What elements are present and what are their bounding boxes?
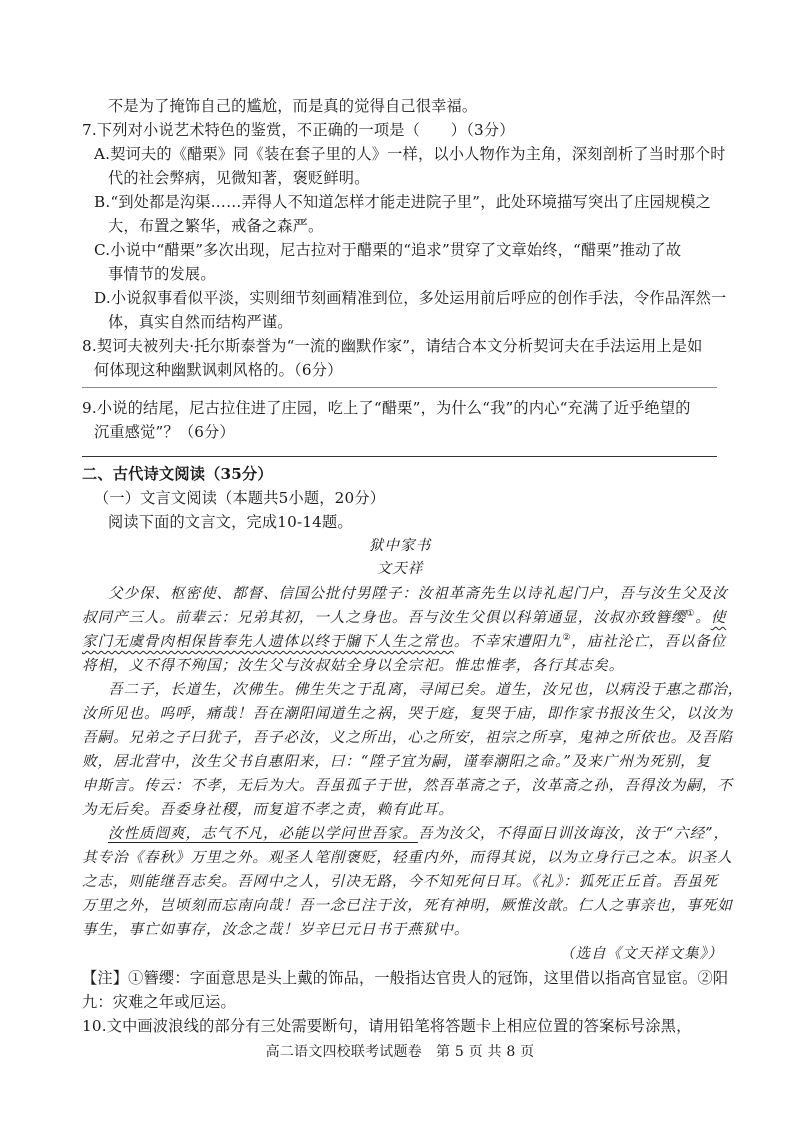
section-divider	[82, 456, 717, 457]
passage-p2-line2: 汝所见也。呜呼，痛哉！吾在潮阳闻道生之祸，哭于庭，复哭于庙，即作家书报汝生父，以汝为	[82, 705, 733, 722]
annotation-line2: 九：灾难之年或厄运。	[82, 993, 236, 1011]
underlined-sentence: 汝性质闿爽，志气不凡，必能以学问世吾家。	[108, 825, 418, 842]
passage-p3-line1-rest: 吾为汝父，不得面日训汝诲汝，汝于“六经”，	[417, 825, 729, 842]
annotation-line1: 【注】①簪缨：字面意思是头上戴的饰品，一般指达官贵人的冠饰，这里借以指高官显宦。②阳	[82, 969, 729, 987]
question-8-line1: 8.契诃夫被列夫·托尔斯泰誉为“一流的幽默作家”，请结合本文分析契诃夫在手法运用上是如	[82, 337, 703, 355]
passage-p2-line6: 为无后矣。吾委身社稷，而复逭不孝之责，赖有此耳。	[82, 801, 454, 818]
passage-p1-line3-rest: ，庙社沦亡，吾以备位	[571, 633, 727, 650]
passage-p1-line3	[82, 632, 726, 652]
story-line-end: 不是为了掩饰自己的尴尬，而是真的觉得自己很幸福。	[108, 97, 478, 115]
passage-p1-line3-text: 。不幸宋遭阳九	[453, 633, 563, 650]
q7-option-a-line2: 代的社会弊病，见微知著，褒贬鲜明。	[108, 169, 370, 187]
passage-p1-line2-text: 叔同产三人。前辈云：兄弟其初，一人之身也。吾与汝生父俱以科第通显，汝叔亦致簪缨	[82, 609, 687, 626]
wavy-underline-segment: 家门无虞骨肉相保皆奉先人遗体以终于牖下人生之常也	[82, 633, 454, 650]
reading-instruction: 阅读下面的文言文，完成10-14题。	[108, 513, 353, 531]
passage-p1-line1: 父少保、枢密使、都督、信国公批付男陞子：汝祖革斋先生以诗礼起门户，吾与汝生父及汝	[108, 585, 728, 602]
wavy-underline-start: 使	[710, 609, 727, 626]
question-10: 10.文中画波浪线的部分有三处需要断句，请用铅笔将答题卡上相应位置的答案标号涂黑，	[82, 1017, 692, 1035]
passage-title: 狱中家书	[368, 537, 432, 554]
q7-option-d-line2: 体，真实自然而结构严谨。	[108, 313, 293, 331]
passage-p3-line5: 事生，事亡如事存，汝念之哉！岁辛巳元日书于燕狱中。	[82, 921, 470, 938]
q7-option-c-line2: 事情节的发展。	[108, 265, 216, 283]
passage-p2-line4: 败，居北营中，汝生父书自惠阳来，曰：“陞子宜为嗣，谨奉潮阳之命。”及来广州为死别，复	[82, 753, 712, 770]
passage-p1-line2	[82, 608, 726, 628]
passage-p2-line5: 申斯言。传云：不孝，无后为大。吾虽孤子于世，然吾革斋之子，汝革斋之孙，吾得汝为嗣，不	[82, 777, 733, 794]
passage-p1-line2-punct: 。	[695, 609, 711, 626]
q7-option-c-line1: C.小说中“醋栗”多次出现，尼古拉对于醋栗的“追求”贯穿了文章始终，“醋栗”推动了故	[94, 241, 682, 259]
note-marker-2: ②	[562, 633, 572, 644]
answer-line	[82, 387, 717, 388]
passage-p3-line3: 之志，则能继吾志矣。吾网中之人，引决无路，今不知死何日耳。《礼》：狐死正丘首。吾虽死	[82, 873, 719, 890]
page-footer: 高二语文四校联考试题卷 第 5 页 共 8 页	[265, 1044, 535, 1060]
section-2-heading: 二、古代诗文阅读（35分）	[82, 465, 273, 483]
question-9-line1: 9.小说的结尾，尼古拉住进了庄园，吃上了“醋栗”，为什么“我”的内心“充满了近乎绝望的	[82, 399, 691, 417]
question-9-line2: 沉重感觉”？（6分）	[94, 423, 235, 441]
passage-p2-line1: 吾二子，长道生，次佛生。佛生失之于乱离，寻闻已矣。道生，汝兄也，以病没于惠之郡治，	[108, 681, 744, 698]
passage-p3-line1	[108, 824, 729, 844]
q7-option-b-line2: 大，布置之繁华，戒备之森严。	[108, 217, 324, 235]
question-8-line2: 何体现这种幽默讽刺风格的。（6分）	[94, 361, 343, 379]
q7-option-b-line1: B.“到处都是沟渠……弄得人不知道怎样才能走进院子里”，此处环境描写突出了庄园规模之	[94, 193, 712, 211]
note-marker-1: ①	[686, 609, 696, 620]
question-7: 7.下列对小说艺术特色的鉴赏，不正确的一项是（ ）（3分）	[82, 121, 515, 139]
passage-p2-line3: 吾嗣。兄弟之子曰犹子，吾子必汝，义之所出，心之所安，祖宗之所享，鬼神之所依也。及吾陷	[82, 729, 733, 746]
passage-p1-line4: 将相，义不得不殉国；汝生父与汝叔姑全身以全宗祀。惟忠惟孝，各行其志矣。	[82, 657, 625, 674]
passage-author: 文天祥	[376, 560, 424, 577]
subsection-1-heading: （一）文言文阅读（本题共5小题，20分）	[94, 489, 386, 507]
q7-option-a-line1: A.契诃夫的《醋栗》同《装在套子里的人》一样，以小人物作为主角，深刻剖析了当时那个时	[94, 145, 726, 163]
passage-p3-line4: 万里之外，岂顷刻而忘南向哉！吾一念已注于汝，死有神明，厥惟汝歆。仁人之事亲也，事死如	[82, 897, 733, 914]
passage-p3-line2: 其专治《春秋》万里之外。观圣人笔削褒贬，轻重内外，而得其说，以为立身行己之本。识圣人	[82, 849, 733, 866]
passage-source: （选自《文天祥文集》）	[560, 945, 724, 962]
q7-option-d-line1: D.小说叙事看似平淡，实则细节刻画精准到位，多处运用前后呼应的创作手法，令作品浑然一	[94, 289, 727, 307]
